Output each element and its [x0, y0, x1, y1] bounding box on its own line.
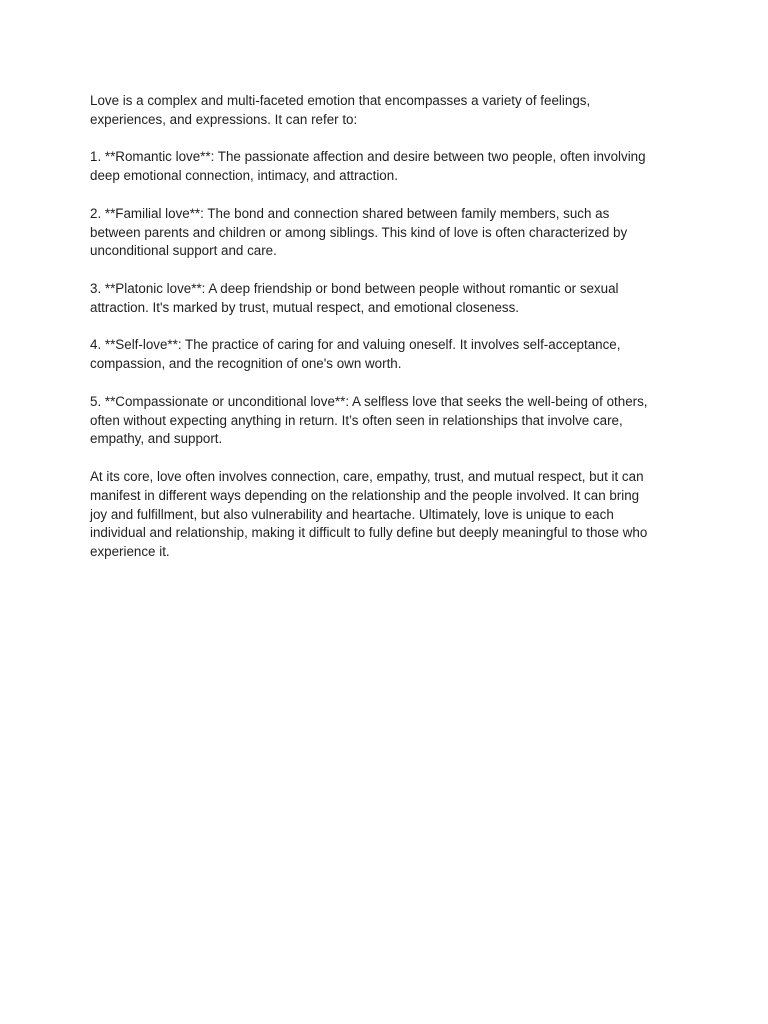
list-item-platonic-love: 3. **Platonic love**: A deep friendship or bond between people without romantic or sexual attraction. It's marked by trust, mutual respect, and emotional closeness. [90, 280, 619, 315]
list-item-romantic-love: 1. **Romantic love**: The passionate affection and desire between two people, often involving deep emotional connection, intimacy, and attraction. [90, 149, 646, 184]
list-item-familial-love: 2. **Familial love**: The bond and connection shared between family members, such as between parents and children or among siblings. This kind of love is often characterized by unconditional support and care. [90, 205, 628, 259]
list-item-self-love: 4. **Self-love**: The practice of caring for and valuing oneself. It involves self-acceptance, compassion, and the recognition of one's own worth. [90, 337, 621, 372]
document-body [90, 92, 680, 581]
conclusion-paragraph: At its core, love often involves connection, care, empathy, trust, and mutual respect, but it can manifest in different ways depending on the relationship and the people involved. It can bring joy and fulfillment, but also vulnerability and heartache. Ultimately, love is unique to each individual and relationship, making it difficult to fully define but deeply meaningful to those who experience it. [90, 468, 648, 560]
list-item-compassionate-love: 5. **Compassionate or unconditional love**: A selfless love that seeks the well-being of others, often without expecting anything in return. It’s often seen in relationships that involve care, empathy, and support. [90, 393, 648, 447]
intro-paragraph: Love is a complex and multi-faceted emotion that encompasses a variety of feelings, experiences, and expressions. It can refer to: [90, 93, 591, 127]
